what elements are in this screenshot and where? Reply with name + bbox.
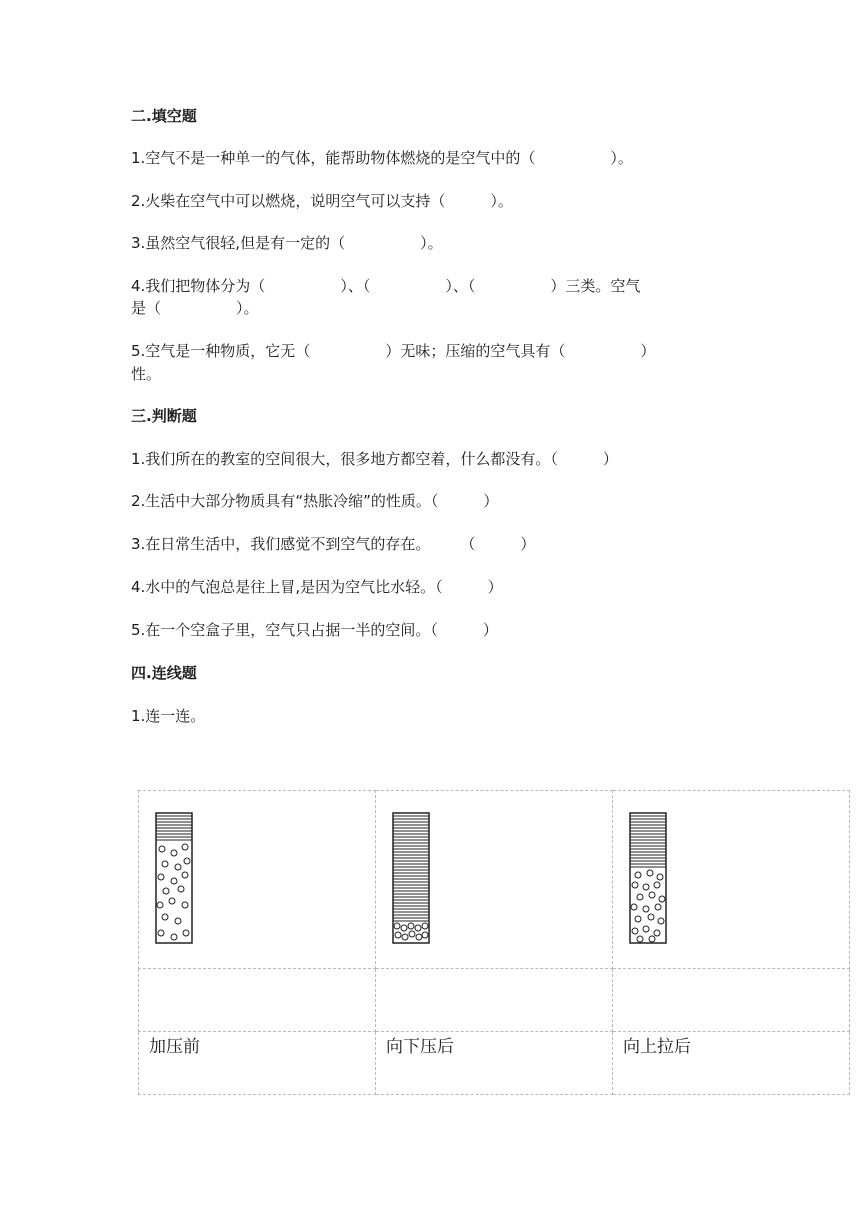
fill-question-5-line-2: 性。 [131, 365, 162, 383]
fill-question-2: 2.火柴在空气中可以燃烧，说明空气可以支持（ ）。 [131, 192, 513, 210]
label-after-pull: 向上拉后 [623, 1037, 691, 1057]
judge-question-3: 3.在日常生活中，我们感觉不到空气的存在。 （ ） [131, 535, 536, 553]
label-before-pressure: 加压前 [149, 1037, 200, 1057]
syringe-after-push-image [389, 809, 449, 949]
section-heading-fill: 二.填空题 [131, 107, 197, 125]
judge-question-2: 2.生活中大部分物质具有“热胀冷缩”的性质。（ ） [131, 492, 499, 510]
cell-before-pressure [139, 791, 376, 969]
fill-question-3: 3.虽然空气很轻,但是有一定的（ ）。 [131, 234, 443, 252]
cell-after-pull [613, 791, 850, 969]
judge-question-5: 5.在一个空盒子里，空气只占据一半的空间。（ ） [131, 621, 498, 639]
cell-after-push [376, 791, 613, 969]
fill-question-4-line-1: 4.我们把物体分为（ ）、（ ）、（ ）三类。空气 [131, 277, 641, 295]
syringe-before-pressure-image [152, 809, 212, 949]
connect-question-1: 1.连一连。 [131, 707, 206, 725]
blank-cell [376, 969, 613, 1032]
label-cell [613, 1032, 850, 1095]
fill-question-5-line-1: 5.空气是一种物质，它无（ ）无味；压缩的空气具有（ ） [131, 342, 656, 360]
label-cell [376, 1032, 613, 1095]
section-heading-connect: 四.连线题 [131, 664, 197, 682]
label-after-push: 向下压后 [386, 1037, 454, 1057]
matching-table [138, 790, 850, 1095]
judge-question-1: 1.我们所在的教室的空间很大，很多地方都空着，什么都没有。（ ） [131, 450, 618, 468]
judge-question-4: 4.水中的气泡总是往上冒,是因为空气比水轻。（ ） [131, 578, 503, 596]
fill-question-1: 1.空气不是一种单一的气体，能帮助物体燃烧的是空气中的（ ）。 [131, 149, 633, 167]
label-cell [139, 1032, 376, 1095]
syringe-after-pull-image [626, 809, 686, 949]
blank-cell [613, 969, 850, 1032]
section-heading-judge: 三.判断题 [131, 407, 197, 425]
fill-question-4-line-2: 是（ ）。 [131, 299, 259, 317]
blank-cell [139, 969, 376, 1032]
